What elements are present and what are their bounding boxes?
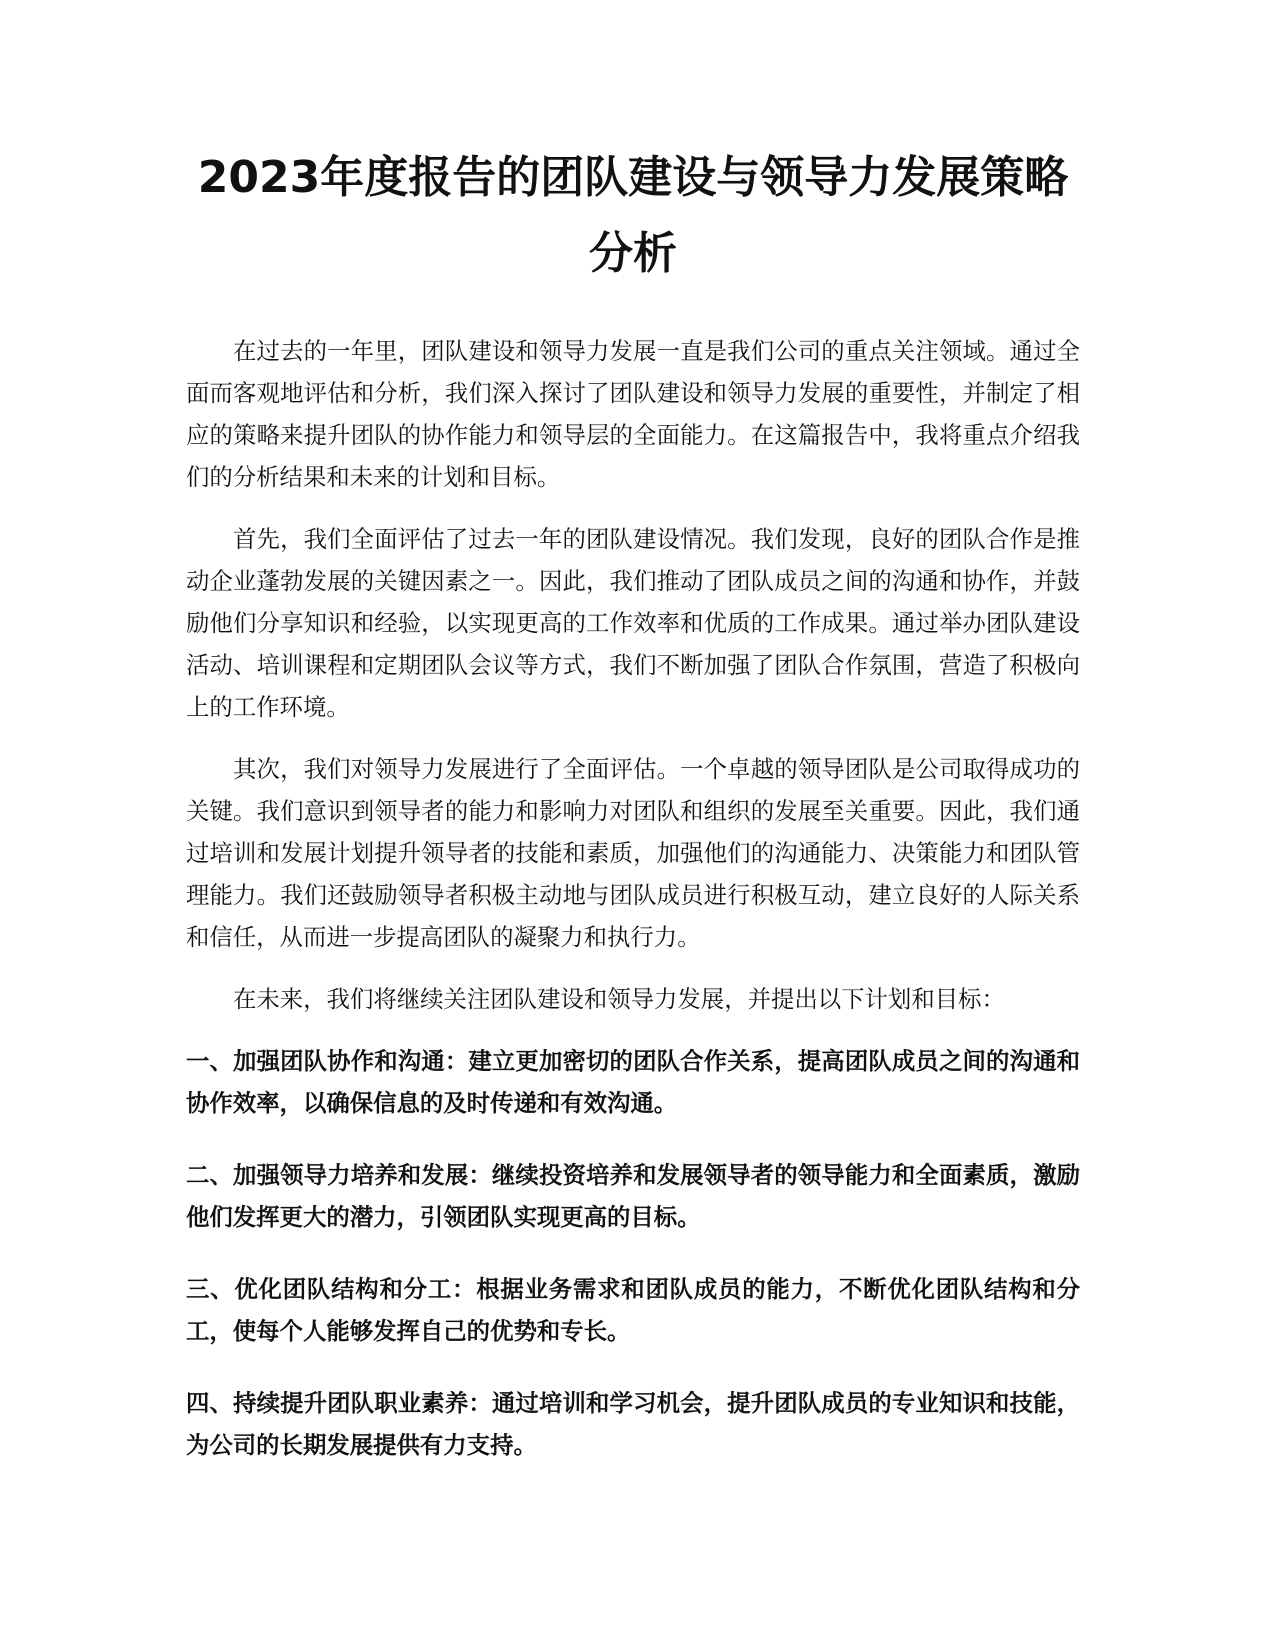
paragraph-future-intro: 在未来，我们将继续关注团队建设和领导力发展，并提出以下计划和目标：	[233, 985, 1005, 1013]
document-page	[186, 140, 1080, 1496]
goal-item: 四、持续提升团队职业素养：通过培训和学习机会，提升团队成员的专业知识和技能，为公司的长期发展提供有力支持。	[186, 1389, 1080, 1459]
goal-item: 二、加强领导力培养和发展：继续投资培养和发展领导者的领导能力和全面素质，激励他们发挥更大的潜力，引领团队实现更高的目标。	[186, 1161, 1080, 1231]
document-title: 2023年度报告的团队建设与领导力发展策略分析	[197, 152, 1069, 279]
paragraph-team-building: 首先，我们全面评估了过去一年的团队建设情况。我们发现，良好的团队合作是推动企业蓬勃发展的关键因素之一。因此，我们推动了团队成员之间的沟通和协作，并鼓励他们分享知识和经验，以实现更高的工作效率和优质的工作成果。通过举办团队建设活动、培训课程和定期团队会议等方式，我们不断加强了团队合作氛围，营造了积极向上的工作环境。	[186, 525, 1080, 721]
goals-list	[186, 1040, 1080, 1466]
paragraph-intro: 在过去的一年里，团队建设和领导力发展一直是我们公司的重点关注领域。通过全面而客观地评估和分析，我们深入探讨了团队建设和领导力发展的重要性，并制定了相应的策略来提升团队的协作能力和领导层的全面能力。在这篇报告中，我将重点介绍我们的分析结果和未来的计划和目标。	[186, 337, 1080, 491]
goal-item: 一、加强团队协作和沟通：建立更加密切的团队合作关系，提高团队成员之间的沟通和协作效率，以确保信息的及时传递和有效沟通。	[186, 1047, 1080, 1117]
paragraph-leadership: 其次，我们对领导力发展进行了全面评估。一个卓越的领导团队是公司取得成功的关键。我们意识到领导者的能力和影响力对团队和组织的发展至关重要。因此，我们通过培训和发展计划提升领导者的技能和素质，加强他们的沟通能力、决策能力和团队管理能力。我们还鼓励领导者积极主动地与团队成员进行积极互动，建立良好的人际关系和信任，从而进一步提高团队的凝聚力和执行力。	[186, 755, 1080, 951]
goal-item: 三、优化团队结构和分工：根据业务需求和团队成员的能力，不断优化团队结构和分工，使每个人能够发挥自己的优势和专长。	[186, 1275, 1080, 1345]
